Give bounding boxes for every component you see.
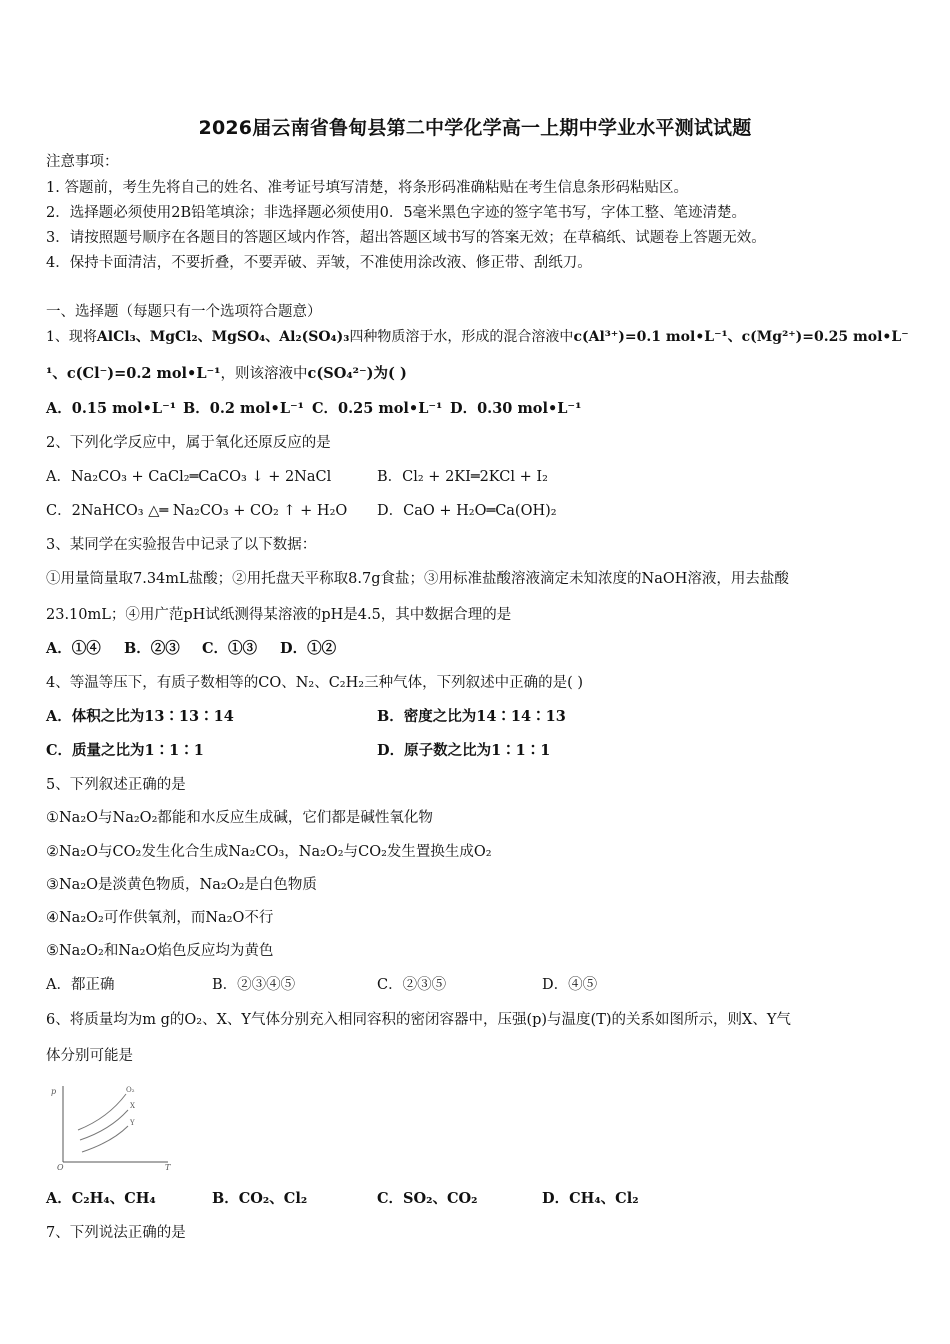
q2-option-b: B．Cl₂ + 2KI═2KCl + I₂: [377, 469, 548, 485]
q2-option-a: A．Na₂CO₃ + CaCl₂═CaCO₃ ↓ + 2NaCl: [46, 469, 332, 485]
origin-label: O: [57, 1163, 64, 1170]
q1-text-c: 四种物质溶于水，形成的混合溶液中: [349, 329, 574, 345]
x-axis-label: T: [165, 1163, 171, 1170]
q1-option-c: C．0.25 mol•L⁻¹: [312, 400, 443, 417]
q4-option-d: D．原子数之比为1∶1∶1: [377, 742, 551, 759]
q1-option-a: A．0.15 mol•L⁻¹: [46, 400, 177, 417]
q7-stem: 7、下列说法正确的是: [46, 1225, 186, 1241]
q2-option-c: C．2NaHCO₃ △═ Na₂CO₃ + CO₂ ↑ + H₂O: [46, 503, 348, 519]
q1-text-b: ，则该溶液中: [220, 366, 308, 382]
q1-option-b: B．0.2 mol•L⁻¹: [183, 400, 305, 417]
curve-o2: [78, 1094, 126, 1130]
notice-item-4: 4．保持卡面清洁，不要折叠，不要弄破、弄皱，不准使用涂改液、修正带、刮纸刀。: [46, 255, 592, 271]
q1-line2: [46, 364, 407, 384]
q3-option-b: B．②③: [124, 640, 180, 657]
q4-option-b: B．密度之比为14∶14∶13: [377, 708, 566, 725]
q4-option-a: A．体积之比为13∶13∶14: [46, 708, 234, 725]
q3-option-c: C．①③: [202, 640, 258, 657]
q4-stem: 4、等温等压下，有质子数相等的CO、N₂、C₂H₂三种气体，下列叙述中正确的是( ): [46, 675, 583, 691]
q6-option-c: C．SO₂、CO₂: [377, 1190, 478, 1207]
q3-data-line2: 23.10mL；④用广范pH试纸测得某溶液的pH是4.5，其中数据合理的是: [46, 607, 512, 623]
q6-option-a: A．C₂H₄、CH₄: [46, 1190, 156, 1207]
q5-option-d: D．④⑤: [542, 977, 598, 993]
page-title: 2026届云南省鲁甸县第二中学化学高一上期中学业水平测试试题: [198, 117, 752, 139]
notice-item-3: 3．请按照题号顺序在各题目的答题区域内作答，超出答题区域书写的答案无效；在草稿纸、试题卷上答题无效。: [46, 230, 766, 246]
notice-item-2: 2．选择题必须使用2B铅笔填涂；非选择题必须使用0．5毫米黑色字迹的签字笔书写，字体工整、笔迹清楚。: [46, 205, 747, 221]
curve-x: [80, 1110, 128, 1140]
q2-stem: 2、下列化学反应中，属于氧化还原反应的是: [46, 435, 331, 451]
q5-statement-2: ②Na₂O与CO₂发生化合生成Na₂CO₃，Na₂O₂与CO₂发生置换生成O₂: [46, 844, 492, 860]
q4-option-c: C．质量之比为1∶1∶1: [46, 742, 204, 759]
q5-statement-3: ③Na₂O是淡黄色物质，Na₂O₂是白色物质: [46, 877, 317, 893]
q1-number: 1、: [46, 329, 69, 345]
q3-data-line1: ①用量筒量取7.34mL盐酸；②用托盘天平称取8.7g食盐；③用标准盐酸溶液滴定未知浓度的NaOH溶液，用去盐酸: [46, 571, 789, 587]
curve-label-x: X: [130, 1102, 135, 1110]
q1-concentrations: c(Al³⁺)=0.1 mol•L⁻¹、c(Mg²⁺)=0.25 mol•L⁻: [573, 329, 909, 345]
q6-line2: 体分别可能是: [46, 1048, 133, 1064]
q3-stem: 3、某同学在实验报告中记录了以下数据：: [46, 537, 317, 553]
q5-option-c: C．②③⑤: [377, 977, 447, 993]
q5-statement-1: ①Na₂O与Na₂O₂都能和水反应生成碱，它们都是碱性氧化物: [46, 810, 433, 826]
q1-cl-concentration: ¹、c(Cl⁻)=0.2 mol•L⁻¹: [46, 365, 221, 382]
q5-stem: 5、下列叙述正确的是: [46, 777, 186, 793]
q1-question: c(SO₄²⁻)为( ): [307, 365, 407, 382]
q1-line1: [46, 327, 909, 347]
q1-formulas: AlCl₃、MgCl₂、MgSO₄、Al₂(SO₄)₃: [96, 329, 350, 345]
q2-option-d: D．CaO + H₂O═Ca(OH)₂: [377, 503, 557, 519]
q5-statement-5: ⑤Na₂O₂和Na₂O焰色反应均为黄色: [46, 943, 274, 959]
q6-line1: 6、将质量均为m g的O₂、X、Y气体分别充入相同容积的密闭容器中，压强(p)与温度(T)的关系如图所示，则X、Y气: [46, 1012, 791, 1028]
q1-option-d: D．0.30 mol•L⁻¹: [450, 400, 582, 417]
q6-option-d: D．CH₄、Cl₂: [542, 1190, 639, 1207]
pressure-temperature-graph: [48, 1080, 178, 1170]
curve-label-o2: O₂: [126, 1086, 135, 1094]
q3-option-d: D．①②: [280, 640, 337, 657]
q5-option-b: B．②③④⑤: [212, 977, 296, 993]
notice-heading: 注意事项：: [46, 154, 119, 170]
section-heading: 一、选择题（每题只有一个选项符合题意）: [46, 304, 322, 320]
q1-text-a: 现将: [68, 329, 97, 345]
curve-y: [82, 1126, 128, 1152]
q3-option-a: A．①④: [46, 640, 101, 657]
y-axis-label: p: [51, 1087, 57, 1096]
curve-label-y: Y: [130, 1119, 135, 1127]
notice-item-1: 1. 答题前，考生先将自己的姓名、准考证号填写清楚，将条形码准确粘贴在考生信息条形码粘贴区。: [46, 180, 688, 196]
q6-option-b: B．CO₂、Cl₂: [212, 1190, 308, 1207]
q5-option-a: A．都正确: [46, 977, 115, 993]
q5-statement-4: ④Na₂O₂可作供氧剂，而Na₂O不行: [46, 910, 274, 926]
